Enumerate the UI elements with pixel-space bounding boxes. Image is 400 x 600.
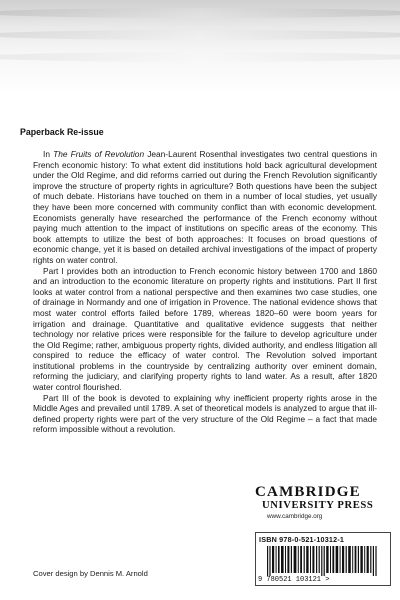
barcode-icon xyxy=(267,546,379,576)
description-paragraph-1 xyxy=(33,149,377,266)
description-paragraph-2: Part I provides both an introduction to French economic history between 1700 and 1860 and an introduction to the economic literature on property rights and institutions. Part II first looks at water control from a national perspective and then examines two case studies, one of drainage in Normandy and one of irrigation in Provence. The national evidence shows that most water control efforts failed before 1789, whereas 1820–60 were boom years for irrigation and drainage. Quantitative and qualitative evidence suggests that neither technology nor relative prices were responsible for the failure to develop agriculture under the Old Regime; rather, ambiguous property rights, divided authority, and endless litigation all conspired to reduce the efficacy of water control. The Revolution solved important institutional problems in the countryside by centralizing authority over eminent domain, reforming the judiciary, and clarifying property rights to land water. As a result, after 1820 water control flourished. xyxy=(33,265,377,393)
paragraph-1-text: Jean-Laurent Rosenthal investigates two central questions in French economic history: To what extent did institutions hold back agricultural development under the Old Regime, and did reforms carried out during the French Revolution significantly improve the structure of property rights in agriculture? Both questions have been the subject of much debate. Historians have touched on them in a number of local studies, yet usually they have been more concerned with community conflict than with economic development. Economists generally have researched the performance of the French economy without paying much attention to the impact of institutions on specific areas of the economy. This book attempts to utilize the best of both approaches: It focuses on broad questions of economic change, yet it is based on detailed archival investigations of the impact of property rights on water control. xyxy=(33,149,378,265)
publisher-url: www.cambridge.org xyxy=(267,513,323,520)
book-title: The Fruits of Revolution xyxy=(53,149,145,159)
publisher-subtitle: UNIVERSITY PRESS xyxy=(262,500,374,511)
cover-design-credit: Cover design by Dennis M. Arnold xyxy=(33,569,148,578)
edition-badge: Paperback Re-issue xyxy=(20,127,104,137)
book-description xyxy=(33,149,377,435)
isbn-text: ISBN 978-0-521-10312-1 xyxy=(259,535,345,544)
publisher-logo xyxy=(255,484,395,520)
intro-text: In xyxy=(43,149,54,159)
barcode-panel xyxy=(255,532,391,586)
publisher-name: CAMBRIDGE xyxy=(255,484,361,500)
description-paragraph-3: Part III of the book is devoted to explaining why inefficient property rights arose in the Middle Ages and prevailed until 1789. A set of theoretical models is analyzed to argue that ill-defined property rights were part of the very structure of the Old Regime – a fact that made reform impossible without a revolution. xyxy=(33,392,377,435)
barcode-digits: 9 780521 103121 > xyxy=(258,576,330,584)
decorative-gradient-band xyxy=(0,0,400,95)
